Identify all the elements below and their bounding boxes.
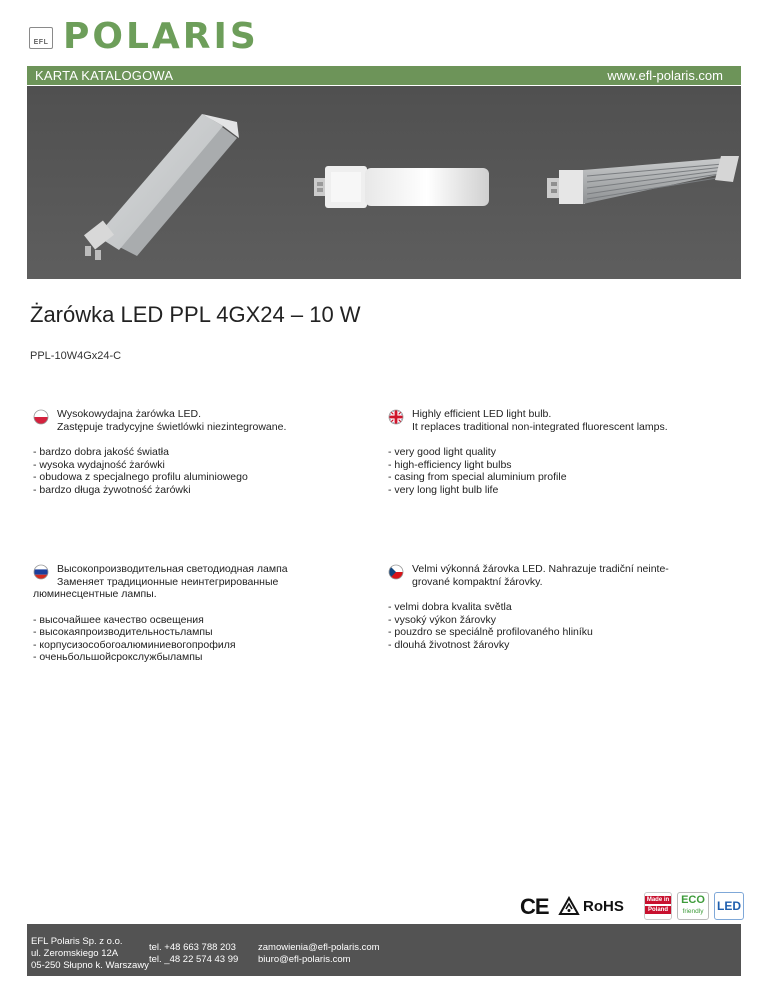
list-item: - dlouhá životnost žárovky — [388, 638, 510, 651]
list-item: - bardzo długa żywotność żarówki — [33, 483, 191, 496]
made-in-label: Made in — [646, 897, 670, 903]
intro-line: Highly efficient LED light bulb. — [412, 408, 552, 420]
recycle-icon — [558, 896, 580, 918]
list-item: - velmi dobra kvalita světla — [388, 601, 512, 613]
list-item: - корпусизособогоалюминиевогопрофиля — [33, 638, 236, 651]
list-item: - very long light bulb life — [388, 483, 499, 496]
section-russian — [33, 563, 363, 664]
list-item: - casing from special aluminium profile — [388, 471, 567, 483]
intro-line: Zastępuje tradycyjne świetlówki niezintegrowane. — [57, 420, 287, 433]
efl-logo-mark: EFL — [29, 27, 53, 49]
document-type-label: KARTA KATALOGOWA — [35, 68, 174, 83]
intro-line: Высокопроизводительная светодиодная лампа — [57, 563, 288, 575]
city-address: 05-250 Słupno k. Warszawy — [31, 960, 149, 971]
email-link[interactable]: zamowienia@efl-polaris.com — [258, 942, 380, 953]
section-czech — [388, 563, 733, 651]
eco-friendly-badge — [677, 892, 709, 920]
product-photo — [27, 86, 741, 279]
footer — [27, 924, 741, 976]
product-photo-illustration — [27, 86, 741, 279]
flag-poland-icon — [33, 409, 49, 425]
led-label: LED — [717, 899, 741, 913]
flag-russia-icon — [33, 564, 49, 580]
website-link[interactable]: www.efl-polaris.com — [607, 68, 723, 83]
company-name: EFL Polaris Sp. z o.o. — [31, 936, 123, 947]
intro-line: Заменяет традиционные неинтегрированные — [57, 575, 279, 588]
led-badge — [714, 892, 744, 920]
product-title: Żarówka LED PPL 4GX24 – 10 W — [30, 302, 361, 327]
intro-line: Wysokowydajna żarówka LED. — [57, 408, 202, 420]
list-item: - high-efficiency light bulbs — [388, 458, 512, 471]
street-address: ul. Zeromskiego 12A — [31, 948, 119, 959]
list-item: - wysoka wydajność żarówki — [33, 458, 165, 471]
eco-label: ECO — [681, 894, 705, 906]
product-code: PPL-10W4Gx24-C — [30, 350, 122, 362]
polaris-logo-word: POLARIS — [63, 16, 259, 57]
list-item: - bardzo dobra jakość światła — [33, 446, 169, 458]
section-english — [388, 408, 733, 496]
made-in-poland-badge — [644, 892, 672, 920]
list-item: - obudowa z specjalnego profilu aluminiowego — [33, 471, 248, 483]
list-item: - оченьбольшойсрокслужбылампы — [33, 651, 203, 663]
ce-mark: CE — [520, 894, 549, 919]
list-item: - vysoký výkon žárovky — [388, 613, 496, 626]
feature-list — [33, 614, 363, 664]
list-item: - высочайшее качество освещения — [33, 613, 204, 626]
poland-label: Poland — [645, 906, 671, 914]
feature-list — [388, 446, 733, 496]
rohs-mark: RoHS — [583, 898, 624, 915]
lamp-tube — [314, 166, 489, 208]
intro-line: It replaces traditional non-integrated fluorescent lamps. — [412, 420, 668, 433]
footer-emails — [258, 942, 380, 966]
intro-line: Velmi výkonná žárovka LED. Nahrazuje tradiční neinte- — [412, 563, 669, 575]
list-item: - very good light quality — [388, 446, 496, 458]
friendly-label: friendly — [682, 908, 704, 915]
footer-phones — [149, 942, 238, 966]
intro-line: grované kompaktní žárovky. — [412, 575, 543, 588]
section-polish — [33, 408, 363, 496]
header-bar — [27, 66, 741, 85]
email-link[interactable]: biuro@efl-polaris.com — [258, 954, 351, 965]
phone-number[interactable]: tel. +48 663 788 203 — [149, 942, 236, 953]
company-logo — [29, 16, 309, 57]
flag-czech-icon — [388, 564, 404, 580]
intro-line: люминесцентные лампы. — [33, 588, 157, 600]
certification-marks — [520, 892, 745, 922]
list-item: - pouzdro se speciálně profilovaného hliníku — [388, 626, 593, 638]
feature-list — [388, 601, 733, 651]
flag-uk-icon — [388, 409, 404, 425]
feature-list — [33, 446, 363, 496]
footer-company-address — [31, 936, 149, 972]
list-item: - высокаяпроизводительностьлампы — [33, 626, 213, 638]
phone-number[interactable]: tel. _48 22 574 43 99 — [149, 954, 239, 965]
